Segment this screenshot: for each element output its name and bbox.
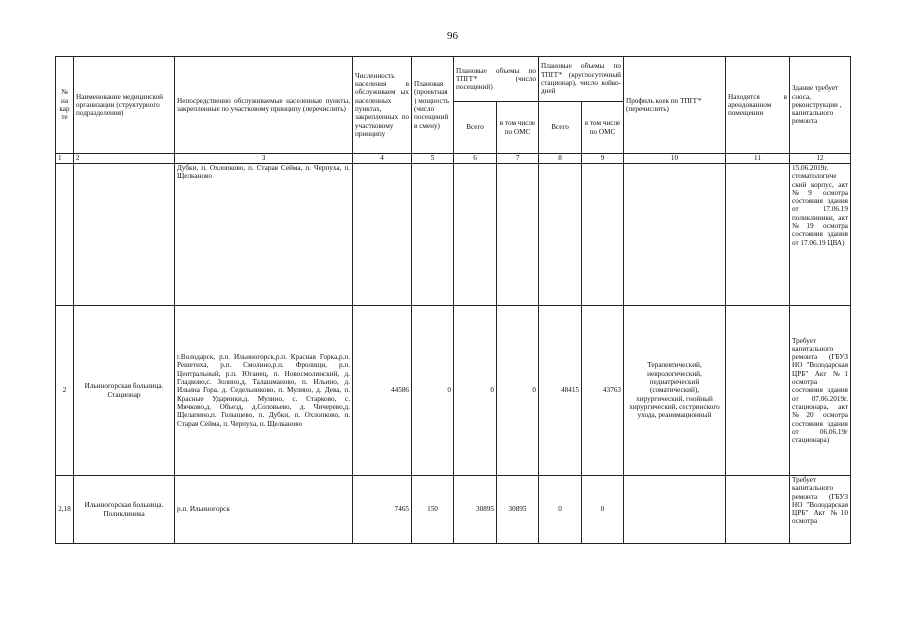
header-num: № на кар те — [56, 57, 74, 154]
cell-visits-total: 0 — [454, 306, 497, 476]
cell-profile — [624, 476, 726, 544]
cell-num: 2 — [56, 306, 74, 476]
cell-org: Ильиногорская больница. Стационар — [74, 306, 175, 476]
table-row — [56, 476, 851, 544]
cell-beddays-oms: 0 — [582, 476, 624, 544]
cell-visits-oms: 0 — [497, 306, 539, 476]
header-population: Численность населения в обслуживаем ых населенных пунктах, закрепленных по участковому принципу — [353, 57, 412, 154]
col-number: 7 — [497, 154, 539, 164]
cell-beddays-total: 0 — [539, 476, 582, 544]
cell-profile — [624, 164, 726, 306]
cell-capacity: 150 — [412, 476, 454, 544]
cell-settlements: Дубки, п. Охлопково, п. Старая Сейма, п. Черпуха, п. Щелканово — [175, 164, 353, 306]
cell-visits-oms: 30895 — [497, 476, 539, 544]
cell-beddays-oms — [582, 164, 624, 306]
cell-beddays-total — [539, 164, 582, 306]
col-number: 5 — [412, 154, 454, 164]
header-visits-oms: в том числе по ОМС — [497, 102, 539, 154]
header-org: Наименование медицинской организации (структурного подразделения) — [74, 57, 175, 154]
col-number: 12 — [790, 154, 851, 164]
col-number: 3 — [175, 154, 353, 164]
col-number: 6 — [454, 154, 497, 164]
header-beddays-oms: в том числе по ОМС — [582, 102, 624, 154]
col-number: 9 — [582, 154, 624, 164]
cell-num: 2,18 — [56, 476, 74, 544]
cell-beddays-total: 48415 — [539, 306, 582, 476]
header-settlements: Непосредственно обслуживаемые населенные пункты, закрепленные по участковому принципу (перечислить) — [175, 57, 353, 154]
table-row — [56, 164, 851, 306]
col-number: 2 — [74, 154, 175, 164]
cell-org — [74, 164, 175, 306]
cell-population — [353, 164, 412, 306]
cell-visits-total — [454, 164, 497, 306]
cell-num — [56, 164, 74, 306]
header-building: Здание требует сноса, реконструкции , капитального ремонта — [790, 57, 851, 154]
header-capacity: Плановая (проектная ) мощность (число посещений в смену) — [412, 57, 454, 154]
page-number: 96 — [447, 30, 458, 42]
table-row — [56, 306, 851, 476]
cell-population: 7465 — [353, 476, 412, 544]
facilities-table — [55, 56, 851, 544]
cell-capacity — [412, 164, 454, 306]
cell-settlements: г.Володарск, р.п. Ильиногорск,р.п. Красная Горка,р.п. Решетиха, р.п. Смолино,р.п. Фролищи, р.п. Центральный, р.п. Юганец, п. Новосмолинский, д. Гладково,с. Золино,д. Талашманово, п. Ильино, д. Ильина Гора, д. Седельниково, п. Мулино, д. Дева, п. Красные Ударники,д. Мулино, с. Старково, с. Мячково,д. Объезд, д.Соловьево, д. Чичерево,д. Щелапино,п. Голышево, п. Дубки, п. Охлопково, п. Старая Сейма, п. Черпуха, п. Щелканово — [175, 306, 353, 476]
cell-population: 44586 — [353, 306, 412, 476]
cell-building: 15.06.2019г. стоматологиче ский корпус, акт №9 осмотра состояния здания от 17.06.19 поликлиники, акт №19 осмотра состояния здания от 17.06.19 ЦВА) — [790, 164, 851, 306]
cell-rented — [726, 164, 790, 306]
header-visits-group: Плановые объемы по ТПГГ* (число посещений) — [454, 57, 539, 102]
cell-visits-oms — [497, 164, 539, 306]
cell-beddays-oms: 43763 — [582, 306, 624, 476]
cell-visits-total: 30895 — [454, 476, 497, 544]
cell-org: Ильиногорская больница. Поликлиника — [74, 476, 175, 544]
header-beddays-total: Всего — [539, 102, 582, 154]
col-number: 8 — [539, 154, 582, 164]
cell-settlements: р.п. Ильиногорск — [175, 476, 353, 544]
cell-rented — [726, 306, 790, 476]
header-profile: Профиль коек по ТПГГ* (перечислить) — [624, 57, 726, 154]
header-beddays-group: Плановые объемы по ТПГГ* (круглосуточный стационар), число койко-дней — [539, 57, 624, 102]
header-rented: Находятся в арендованном помещении — [726, 57, 790, 154]
col-number: 10 — [624, 154, 726, 164]
cell-building: Требует капитального ремонта (ГБУЗ НО "Володарская ЦРБ" Акт №10 осмотра — [790, 476, 851, 544]
col-number: 11 — [726, 154, 790, 164]
cell-profile: Терапевтический, неврологический, педиатрический (соматический), хирургический, гнойный хирургический, сестринского ухода, реанимационный — [624, 306, 726, 476]
cell-building: Требует капитального ремонта (ГБУЗ НО "Володарская ЦРБ" Акт №1 осмотра состояния здания от 07.06.2019г. стационара, акт №20 осмотра состояния здания от 06.06.19г стационара) — [790, 306, 851, 476]
col-number: 1 — [56, 154, 74, 164]
cell-capacity: 0 — [412, 306, 454, 476]
header-visits-total: Всего — [454, 102, 497, 154]
cell-rented — [726, 476, 790, 544]
col-number: 4 — [353, 154, 412, 164]
